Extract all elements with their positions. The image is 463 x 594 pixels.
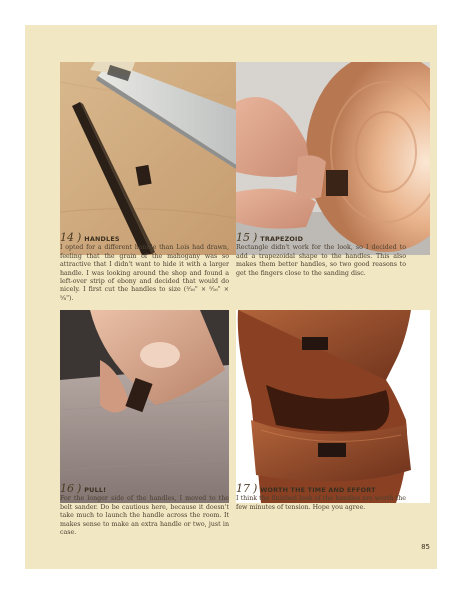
step-text: I think the finished look of the handles are worth the few minutes of tension. Hope you agree. [236,495,406,511]
step-title: HANDLES [84,235,120,243]
step-title: WORTH THE TIME AND EFFORT [260,486,376,494]
step-number: 15 [236,231,250,244]
step-text: Rectangle didn't work for the look, so I decided to add a trapezoidal shape to the handles. This also makes them better handles, so two good reasons to get the fingers close to the sanding disc. [236,244,406,277]
photo-step-14 [60,62,258,255]
step-text: I opted for a different handle than Lois had drawn, feeling that the grain of the mahogany was so attractive that I didn't want to hide it with a larger handle. I was looking around the shop and found a left-over strip of ebony and decided that would do nicely. I first cut the handles to size (³⁄₁₆" × ⁵⁄₁₆" × ⁵⁄₈"). [60,244,229,302]
step-divider-icon: ) [253,482,258,495]
book-page [25,25,437,569]
step-divider-icon: ) [77,482,82,495]
step-text: For the longer side of the handles, I moved to the belt sander. Do be cautious here, because it doesn't take much to launch the handle across the room. It makes sense to make an extra handle or two, just in case. [60,495,229,537]
step-divider-icon: ) [77,231,82,244]
step-divider-icon: ) [253,231,258,244]
caption-step-14 [60,231,229,303]
step-number: 16 [60,482,74,495]
step-number: 14 [60,231,74,244]
step-title: PULL! [84,486,107,494]
step-number: 17 [236,482,250,495]
photo-step-16 [60,310,229,503]
caption-step-15 [236,231,406,278]
step-title: TRAPEZOID [260,235,304,243]
photo-step-15 [236,62,430,255]
caption-step-17 [236,482,406,512]
page-number: 85 [421,543,430,551]
photo-step-17 [236,310,430,503]
caption-step-16 [60,482,229,537]
